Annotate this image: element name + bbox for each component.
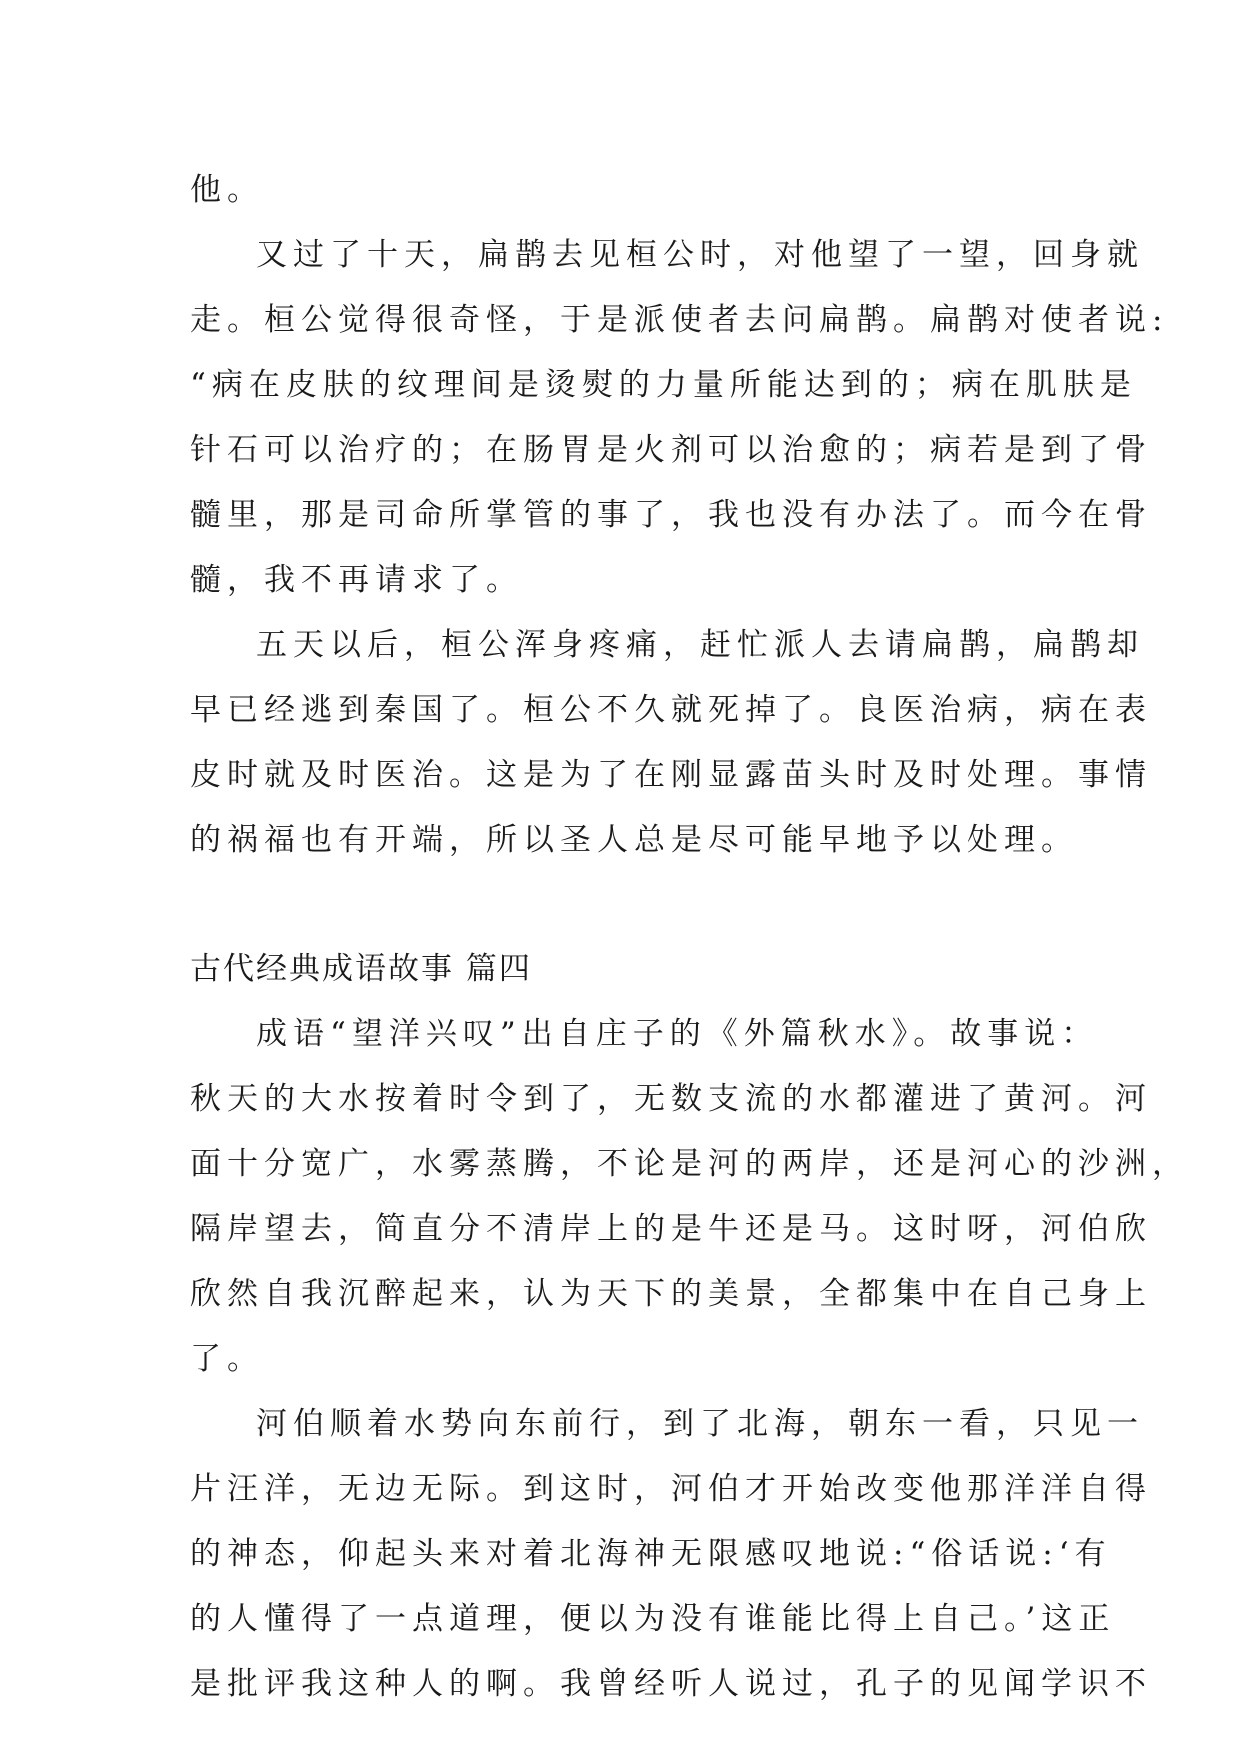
text-line: 髓，我不再请求了。	[190, 562, 523, 598]
text-line: 秋天的大水按着时令到了，无数支流的水都灌进了黄河。河	[190, 1081, 1152, 1117]
document-body	[190, 158, 1189, 1717]
text-line: 隔岸望去，简直分不清岸上的是牛还是马。这时呀，河伯欣	[190, 1211, 1152, 1247]
paragraph-start-line: 成语“望洋兴叹”出自庄子的《外篇秋水》。故事说：	[256, 1016, 1099, 1052]
text-line: 早已经逃到秦国了。桓公不久就死掉了。良医治病，病在表	[190, 692, 1152, 728]
paragraph-start-line: 五天以后，桓公浑身疼痛，赶忙派人去请扁鹊，扁鹊却	[256, 627, 1144, 663]
text-line: 针石可以治疗的；在肠胃是火剂可以治愈的；病若是到了骨	[190, 432, 1152, 468]
text-line: 髓里，那是司命所掌管的事了，我也没有办法了。而今在骨	[190, 497, 1152, 533]
text-line: 走。桓公觉得很奇怪，于是派使者去问扁鹊。扁鹊对使者说:	[190, 302, 1169, 338]
section-gap	[190, 873, 1065, 937]
text-line: 皮时就及时医治。这是为了在刚显露苗头时及时处理。事情	[190, 757, 1152, 793]
text-line: 欣然自我沉醉起来，认为天下的美景，全都集中在自己身上	[190, 1276, 1152, 1312]
text-line: 的祸福也有开端，所以圣人总是尽可能早地予以处理。	[190, 822, 1078, 858]
text-line: 他。	[190, 172, 264, 208]
paragraph-start-line: 又过了十天，扁鹊去见桓公时，对他望了一望，回身就	[256, 237, 1144, 273]
text-line: “病在皮肤的纹理间是烫熨的力量所能达到的；病在肌肤是	[190, 367, 1137, 403]
section-heading: 古代经典成语故事 篇四	[190, 951, 532, 987]
paragraph-start-line: 河伯顺着水势向东前行，到了北海，朝东一看，只见一	[256, 1406, 1144, 1442]
text-line: 面十分宽广，水雾蒸腾，不论是河的两岸，还是河心的沙洲，	[190, 1146, 1189, 1182]
text-line: 的人懂得了一点道理，便以为没有谁能比得上自己。’这正	[190, 1601, 1116, 1637]
text-line: 片汪洋，无边无际。到这时，河伯才开始改变他那洋洋自得	[190, 1471, 1152, 1507]
text-line: 是批评我这种人的啊。我曾经听人说过，孔子的见闻学识不	[190, 1666, 1152, 1702]
text-line: 的神态，仰起头来对着北海神无限感叹地说:“俗话说:‘有	[190, 1536, 1112, 1572]
text-line: 了。	[190, 1341, 264, 1377]
